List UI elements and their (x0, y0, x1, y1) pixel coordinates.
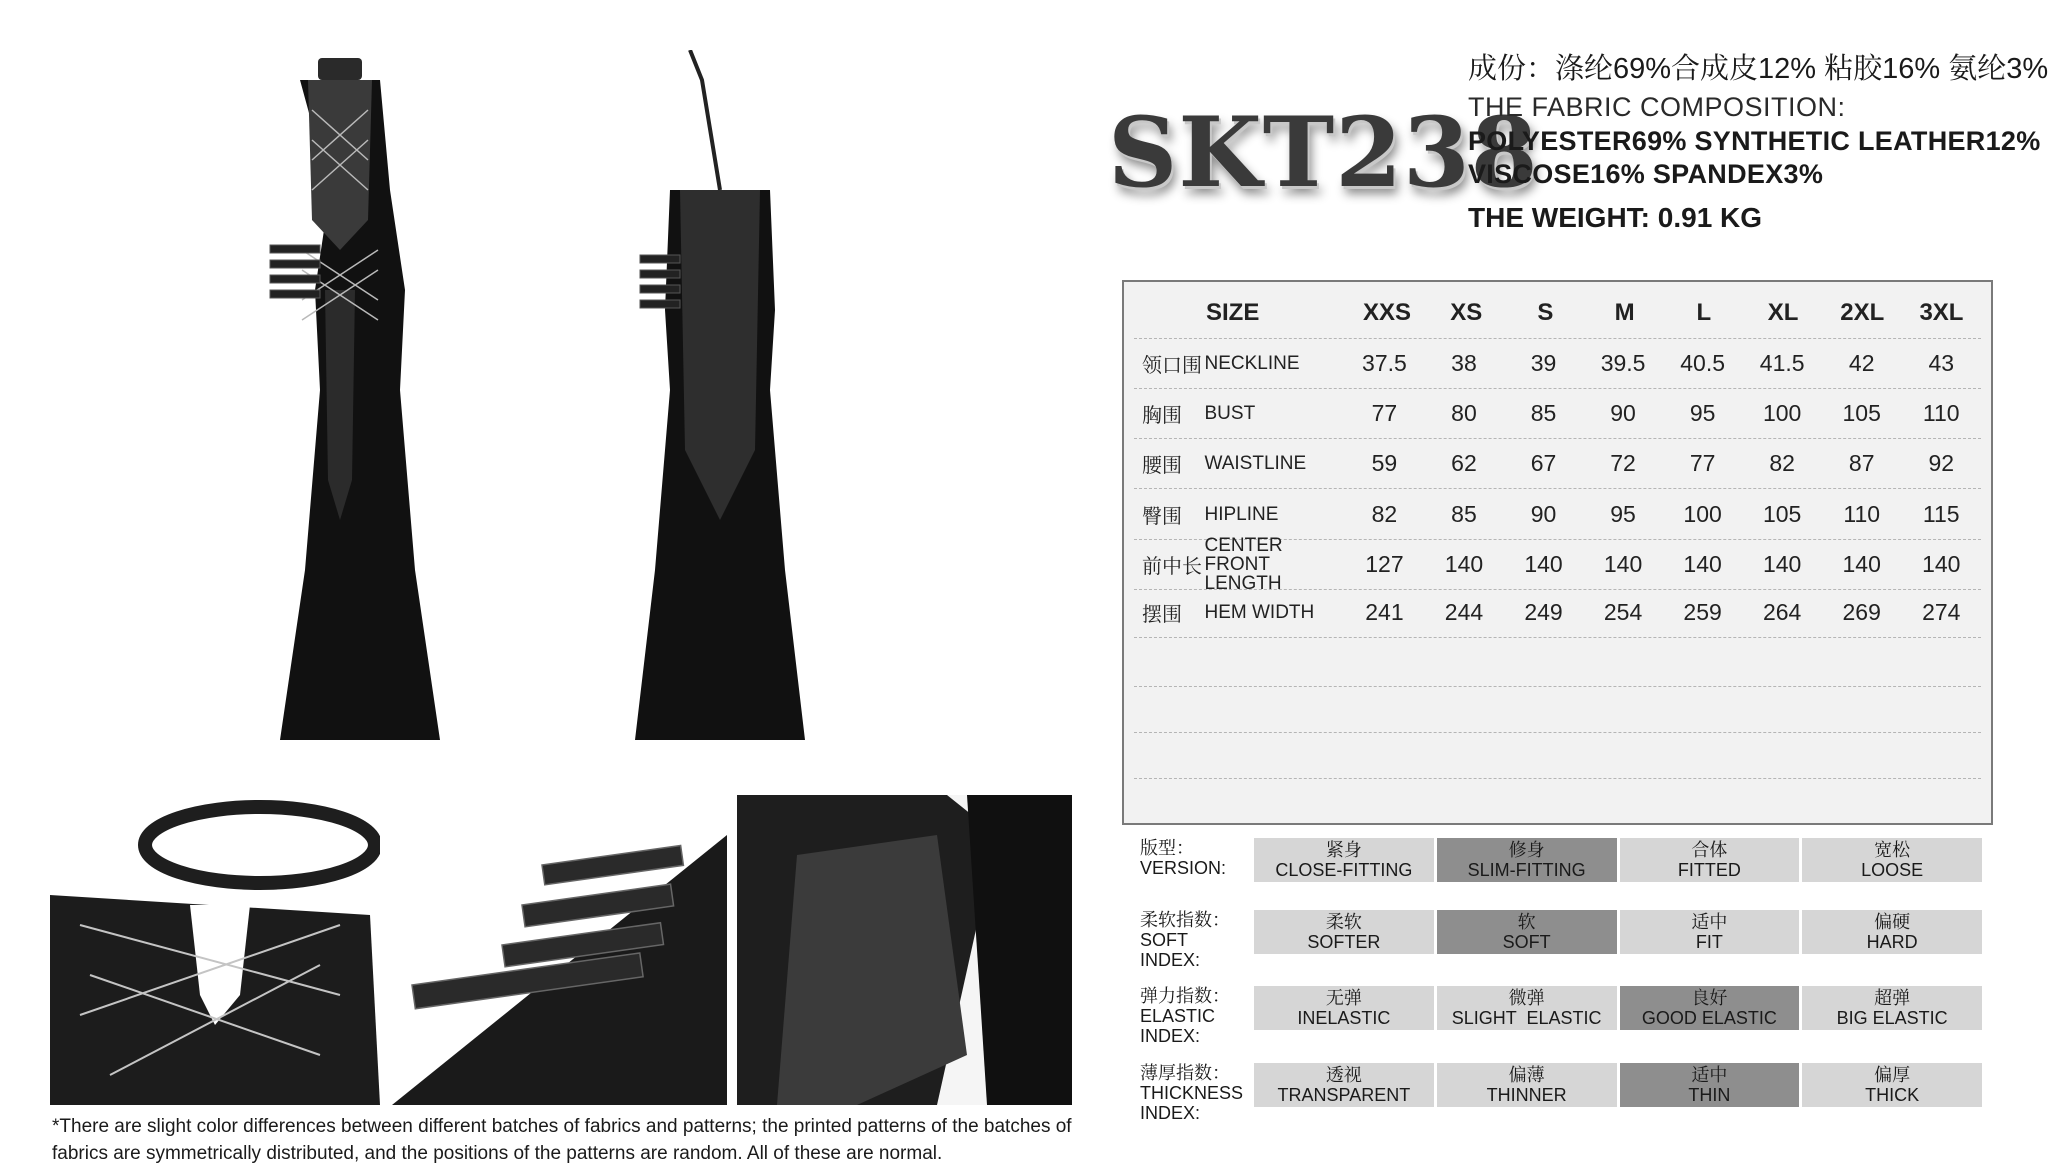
size-chart-row (1134, 587, 1981, 638)
size-chart-row (1134, 534, 1981, 594)
measurement-value: 259 (1683, 598, 1722, 625)
measurement-value: 274 (1922, 598, 1961, 625)
index-option (1620, 838, 1800, 882)
index-label-cn: 弹力指数： (1140, 986, 1230, 1006)
measurement-value: 140 (1524, 550, 1563, 577)
index-option (1802, 910, 1982, 954)
index-option-en: CLOSE-FITTING (1275, 860, 1413, 880)
index-option-en: BIG ELASTIC (1836, 1008, 1948, 1028)
empty-row (1134, 640, 1981, 687)
measurement-value: 140 (1762, 550, 1802, 577)
size-chart-row (1134, 489, 1981, 540)
measurement-value: 39 (1530, 349, 1557, 376)
index-scale (1254, 986, 1982, 1030)
index-label (1140, 986, 1236, 1046)
index-label-en: VERSION: (1140, 858, 1227, 878)
index-scale (1254, 910, 1982, 954)
measurement-label-cn: 腰围 (1142, 454, 1182, 477)
measurement-value: 67 (1530, 449, 1557, 476)
neckline-detail-image (50, 795, 380, 1105)
measurement-value: 82 (1769, 449, 1795, 476)
measurement-value: 43 (1928, 349, 1955, 376)
index-option-en: FIT (1695, 932, 1723, 952)
index-option (1254, 1063, 1434, 1107)
measurement-value: 140 (1683, 550, 1722, 577)
size-chart-row (1134, 388, 1981, 439)
index-option-en: SLIM-FITTING (1467, 860, 1586, 880)
measurement-value: 39.5 (1600, 349, 1646, 376)
index-option-en: GOOD ELASTIC (1641, 1008, 1777, 1028)
size-label: SIZE (1206, 299, 1260, 326)
measurement-value: 90 (1530, 500, 1557, 527)
disclaimer-note: *There are slight color differences between different batches of fabrics and patterns; the printed patterns of the batches of fabrics are symmetrically distributed, and the positions of the patterns are random. All of these are normal. (52, 1116, 1072, 1164)
measurement-value: 80 (1451, 399, 1477, 426)
measurement-value: 140 (1603, 550, 1643, 577)
measurement-value: 92 (1928, 449, 1955, 476)
measurement-value: 41.5 (1759, 349, 1805, 376)
measurement-value: 249 (1524, 598, 1563, 625)
size-chart-row (1134, 438, 1981, 489)
detail-photo-fabric-texture (737, 795, 1072, 1105)
index-option-cn: 修身 (1508, 840, 1545, 860)
measurement-label-cn: 领口围 (1142, 354, 1202, 377)
index-option-en: INELASTIC (1297, 1008, 1391, 1028)
measurement-label-cn: 胸围 (1142, 404, 1182, 427)
measurement-value: 100 (1762, 399, 1802, 426)
size-xxs: XXS (1363, 299, 1412, 326)
measurement-value: 85 (1530, 399, 1557, 426)
measurement-value: 77 (1371, 399, 1398, 426)
index-option (1437, 986, 1617, 1030)
index-option-en: HARD (1866, 932, 1918, 952)
index-option-cn: 合体 (1691, 840, 1728, 860)
index-option (1437, 1063, 1617, 1107)
measurement-value: 269 (1842, 598, 1881, 625)
index-option-en: LOOSE (1861, 860, 1924, 880)
index-option-selected (1620, 1063, 1800, 1107)
index-option-en: SOFT (1502, 932, 1551, 952)
index-scale (1254, 1063, 1982, 1107)
index-option-cn: 无弹 (1325, 988, 1362, 1008)
index-option-en: SLIGHT ELASTIC (1451, 1008, 1602, 1028)
index-option-selected (1620, 986, 1800, 1030)
measurement-value: 105 (1842, 399, 1881, 426)
measurement-value: 40.5 (1680, 349, 1725, 376)
size-l: L (1696, 299, 1712, 326)
dress-front-photo (240, 50, 480, 750)
size-xs: XS (1450, 299, 1483, 326)
measurement-value: 85 (1451, 500, 1477, 527)
index-option-cn: 偏硬 (1874, 912, 1911, 932)
index-option-cn: 微弹 (1508, 988, 1545, 1008)
size-xl: XL (1767, 299, 1799, 326)
size-chart-header (1134, 288, 1981, 339)
measurement-label-en: NECKLINE (1204, 352, 1300, 374)
size-m: M (1614, 299, 1635, 326)
index-option-en: TRANSPARENT (1277, 1085, 1411, 1105)
measurement-value: 110 (1922, 399, 1960, 426)
measurement-value: 105 (1762, 500, 1802, 527)
measurement-label-en: HEM WIDTH (1204, 601, 1315, 623)
index-option-cn: 偏薄 (1508, 1065, 1545, 1085)
index-option-cn: 柔软 (1325, 912, 1362, 932)
index-label-en: THICKNESS INDEX: (1140, 1083, 1244, 1123)
measurement-value: 140 (1444, 550, 1484, 577)
index-option-cn: 紧身 (1325, 840, 1362, 860)
measurement-value: 140 (1842, 550, 1881, 577)
index-option-cn: 适中 (1691, 912, 1728, 932)
measurement-value: 90 (1610, 399, 1636, 426)
measurement-value: 62 (1451, 449, 1477, 476)
index-label (1140, 838, 1236, 878)
fabric-texture-image (737, 795, 1072, 1105)
index-option (1620, 910, 1800, 954)
measurement-value: 127 (1365, 550, 1404, 577)
measurement-value: 115 (1922, 500, 1960, 527)
index-option (1802, 838, 1982, 882)
composition-line-1: POLYESTER69% SYNTHETIC LEATHER12% (1468, 126, 2041, 156)
empty-row (1134, 686, 1981, 733)
dress-back-photo (620, 50, 820, 750)
index-label-en: ELASTIC INDEX: (1140, 1006, 1216, 1046)
index-option-selected (1437, 910, 1617, 954)
index-option (1254, 986, 1434, 1030)
measurement-label-en: HIPLINE (1204, 503, 1279, 525)
measurement-value: 100 (1683, 500, 1722, 527)
measurement-value: 37.5 (1362, 349, 1407, 376)
index-option (1254, 838, 1434, 882)
index-option-en: SOFTER (1307, 932, 1381, 952)
composition-line-2: VISCOSE16% SPANDEX3% (1468, 159, 1824, 189)
weight-label: THE WEIGHT: 0.91 KG (1468, 202, 1763, 233)
measurement-value: 264 (1762, 598, 1802, 625)
composition-title: THE FABRIC COMPOSITION: (1468, 92, 1846, 122)
model-code: SKT238 (1108, 96, 1539, 209)
index-option-cn: 透视 (1325, 1065, 1362, 1085)
empty-row (1134, 732, 1981, 779)
size-2xl: 2XL (1840, 299, 1885, 326)
index-option (1254, 910, 1434, 954)
measurement-value: 38 (1451, 349, 1477, 376)
index-option-cn: 超弹 (1874, 988, 1911, 1008)
measurement-value: 77 (1689, 449, 1716, 476)
size-s: S (1537, 299, 1554, 326)
index-option (1802, 1063, 1982, 1107)
measurement-value: 254 (1603, 598, 1643, 625)
measurement-value: 82 (1371, 500, 1398, 527)
detail-photo-waist-straps (392, 795, 727, 1105)
measurement-label-cn: 臀围 (1142, 505, 1182, 528)
composition-cn: 成份：涤纶69%合成皮12% 粘胶16% 氨纶3% (1468, 53, 2048, 85)
measurement-value: 95 (1689, 399, 1716, 426)
index-option-en: THINNER (1486, 1085, 1567, 1105)
index-option-selected (1437, 838, 1617, 882)
measurement-value: 72 (1610, 449, 1636, 476)
index-option-en: THICK (1865, 1085, 1920, 1105)
measurement-value: 140 (1922, 550, 1961, 577)
dress-back-image (620, 50, 820, 750)
measurement-value: 87 (1848, 449, 1875, 476)
index-option-cn: 偏厚 (1874, 1065, 1911, 1085)
measurement-label-en: BUST (1204, 402, 1256, 424)
measurement-label-en: WAISTLINE (1204, 452, 1307, 474)
measurement-value: 244 (1444, 598, 1484, 625)
index-option-cn: 软 (1517, 912, 1536, 932)
index-label (1140, 910, 1236, 970)
index-label-en: SOFT INDEX: (1140, 930, 1201, 970)
measurement-label-cn: 前中长 (1142, 555, 1202, 578)
index-label-cn: 柔软指数： (1140, 910, 1230, 930)
index-option-cn: 适中 (1691, 1065, 1728, 1085)
waist-straps-image (392, 795, 727, 1105)
index-label-cn: 版型： (1140, 838, 1194, 858)
measurement-value: 95 (1610, 500, 1636, 527)
index-option-cn: 良好 (1691, 988, 1728, 1008)
detail-photo-neckline (50, 795, 380, 1105)
size-chart-row (1134, 338, 1981, 389)
measurement-value: 59 (1371, 449, 1398, 476)
index-option (1802, 986, 1982, 1030)
index-scale (1254, 838, 1982, 882)
measurement-value: 42 (1848, 349, 1875, 376)
measurement-value: 241 (1365, 598, 1404, 625)
index-label (1140, 1063, 1244, 1123)
measurement-label-en: CENTER FRONT LENGTH (1204, 534, 1283, 594)
index-option-cn: 宽松 (1874, 840, 1911, 860)
index-option-en: THIN (1688, 1085, 1731, 1105)
dress-front-image (240, 50, 480, 750)
size-3xl: 3XL (1919, 299, 1964, 326)
index-option-en: FITTED (1677, 860, 1741, 880)
index-label-cn: 薄厚指数： (1140, 1063, 1230, 1083)
measurement-value: 110 (1843, 500, 1881, 527)
size-chart (1122, 280, 1993, 825)
measurement-label-cn: 摆围 (1142, 603, 1182, 626)
